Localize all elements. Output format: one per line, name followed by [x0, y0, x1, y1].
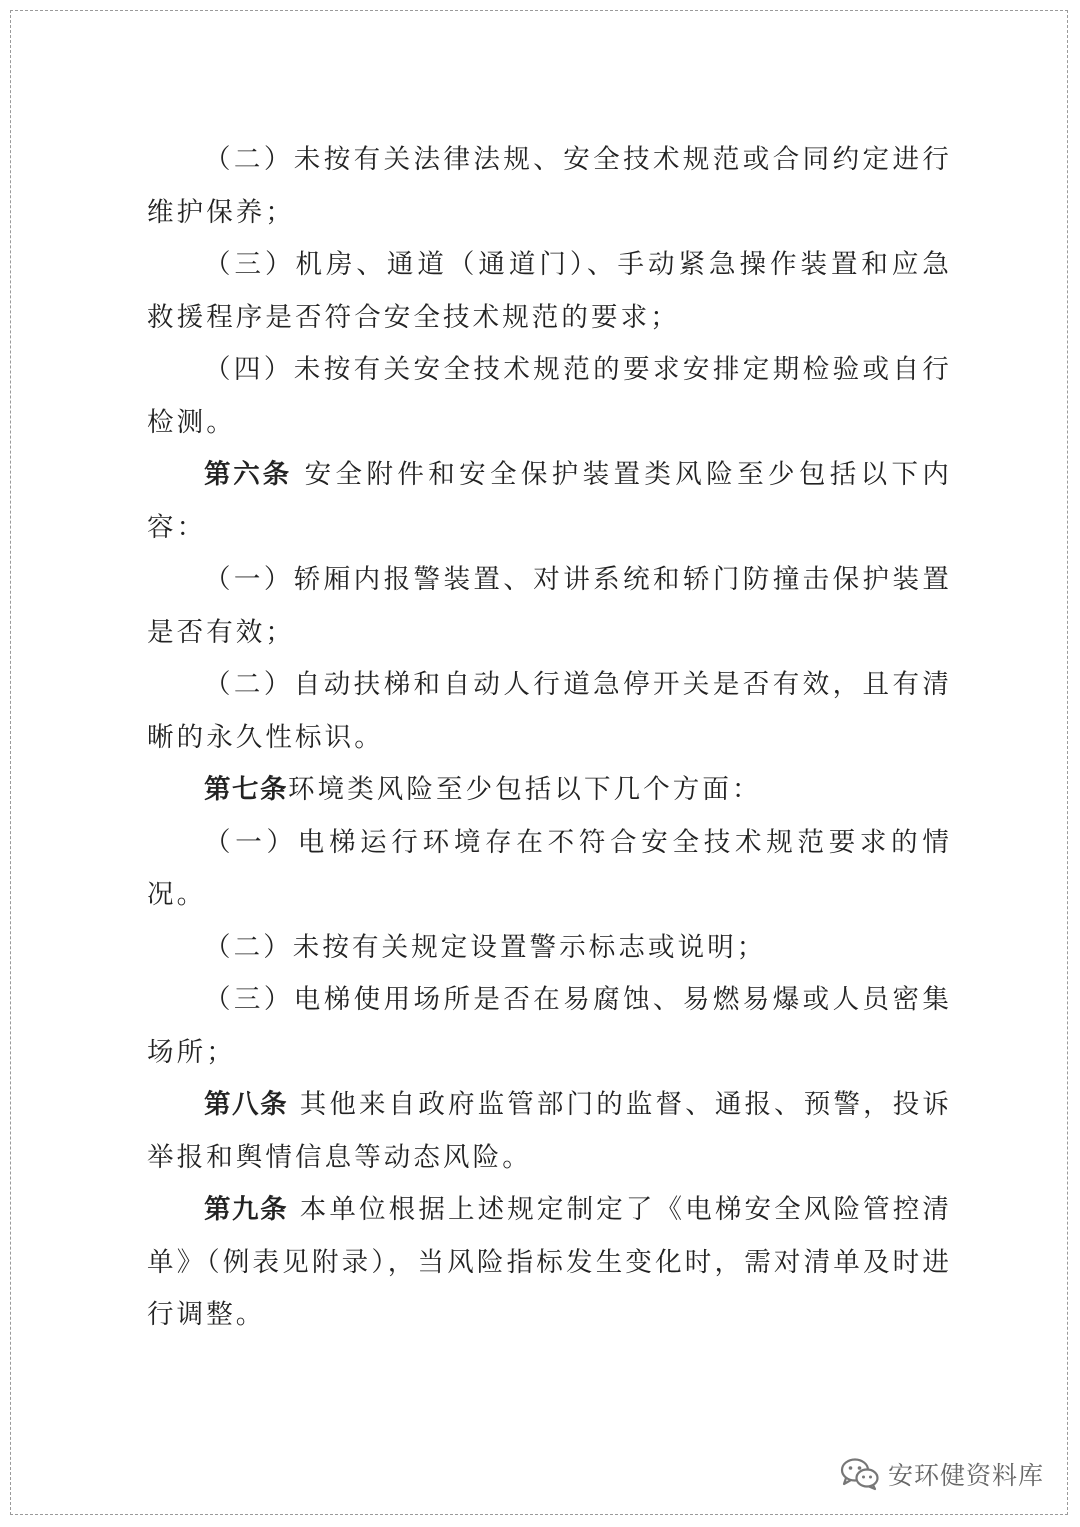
- paragraph-text: （二）未按有关法律法规、安全技术规范或合同约定进行维护保养；: [147, 144, 952, 228]
- watermark: [840, 1456, 1044, 1492]
- paragraph-text: （一）电梯运行环境存在不符合安全技术规范要求的情况。: [147, 826, 952, 910]
- paragraph-text: （三）机房、通道（通道门）、手动紧急操作装置和应急救援程序是否符合安全技术规范的要求；: [147, 249, 952, 333]
- document-body: [147, 134, 952, 1342]
- paragraph-text: 本单位根据上述规定制定了《电梯安全风险管控清单》（例表见附录），当风险指标发生变化时，需对清单及时进行调整。: [147, 1194, 952, 1330]
- paragraph-8: [147, 817, 952, 922]
- article-heading: 第八条: [204, 1089, 289, 1120]
- article-heading: 第九条: [204, 1194, 289, 1225]
- paragraph-text: 其他来自政府监管部门的监督、通报、预警，投诉举报和舆情信息等动态风险。: [147, 1089, 952, 1173]
- paragraph-text: （二）未按有关规定设置警示标志或说明；: [204, 931, 767, 963]
- paragraph-2: [147, 239, 952, 344]
- paragraph-3: [147, 344, 952, 449]
- paragraph-1: [147, 134, 952, 239]
- paragraph-text: （四）未按有关安全技术规范的要求安排定期检验或自行检测。: [147, 354, 952, 438]
- paragraph-text: （一）轿厢内报警装置、对讲系统和轿门防撞击保护装置是否有效；: [147, 564, 952, 648]
- article-heading: 第六条: [204, 459, 292, 490]
- wechat-icon: [840, 1457, 880, 1491]
- paragraph-text: 安全附件和安全保护装置类风险至少包括以下内容：: [147, 459, 952, 543]
- paragraph-text: （二）自动扶梯和自动人行道急停开关是否有效，且有清晰的永久性标识。: [147, 669, 952, 753]
- paragraph-text: 环境类风险至少包括以下几个方面：: [288, 774, 762, 805]
- paragraph-article-6: [147, 449, 952, 554]
- watermark-text: 安环健资料库: [887, 1461, 1044, 1490]
- paragraph-article-9: [147, 1184, 952, 1342]
- paragraph-5: [147, 554, 952, 659]
- paragraph-article-8: [147, 1079, 952, 1184]
- paragraph-article-7: [147, 764, 952, 817]
- paragraph-10: [147, 974, 952, 1079]
- article-heading: 第七条: [204, 774, 288, 805]
- paragraph-9: [147, 922, 952, 975]
- paragraph-6: [147, 659, 952, 764]
- paragraph-text: （三）电梯使用场所是否在易腐蚀、易燃易爆或人员密集场所；: [147, 984, 952, 1068]
